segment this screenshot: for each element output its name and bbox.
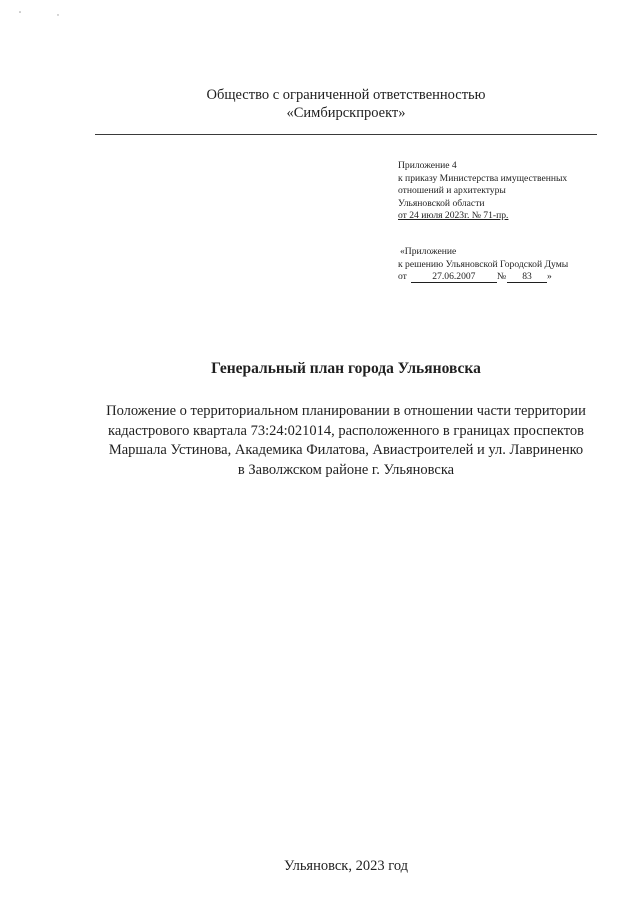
subtitle-line: Маршала Устинова, Академика Филатова, Авиастроителей и ул. Лавриненко bbox=[108, 442, 584, 459]
appendix-number: Приложение 4 bbox=[398, 160, 457, 171]
appendix-ministry-line: отношений и архитектуры bbox=[398, 185, 506, 197]
appendix-city-duma-decision bbox=[398, 246, 618, 284]
document-subtitle bbox=[80, 402, 612, 480]
footer-place-year: Ульяновск, 2023 год bbox=[283, 858, 409, 874]
subtitle-line: кадастрового квартала 73:24:021014, расположенного в границах проспектов bbox=[108, 422, 584, 439]
decision-closing-quote: » bbox=[547, 271, 552, 283]
subtitle-line: Положение о территориальном планировании в отношении части территории bbox=[106, 403, 586, 419]
document-title: Генеральный план города Ульяновска bbox=[211, 360, 481, 377]
decision-date-prefix: от bbox=[398, 271, 407, 283]
subtitle-line: в Заволжском районе г. Ульяновска bbox=[237, 461, 455, 478]
appendix-region-line: Ульяновской области bbox=[398, 197, 485, 209]
appendix-order-line: к приказу Министерства имущественных bbox=[398, 172, 568, 184]
appendix-order-date: от 24 июля 2023г. № 71-пр. bbox=[398, 210, 509, 222]
decision-appendix-label: «Приложение bbox=[400, 246, 457, 257]
appendix-ministry-order bbox=[398, 160, 598, 223]
decision-number-prefix: № bbox=[496, 271, 507, 283]
header-divider bbox=[95, 134, 597, 135]
organization-header bbox=[95, 86, 597, 122]
scan-specks bbox=[0, 0, 80, 30]
organization-legal-form: Общество с ограниченной ответственностью bbox=[206, 87, 486, 103]
decision-reference-line: к решению Ульяновской Городской Думы bbox=[398, 258, 569, 270]
decision-number: 83 bbox=[507, 272, 547, 283]
decision-date: 27.06.2007 bbox=[411, 272, 497, 283]
decision-date-number-line bbox=[398, 271, 618, 284]
organization-name: «Симбирскпроект» bbox=[286, 105, 406, 121]
